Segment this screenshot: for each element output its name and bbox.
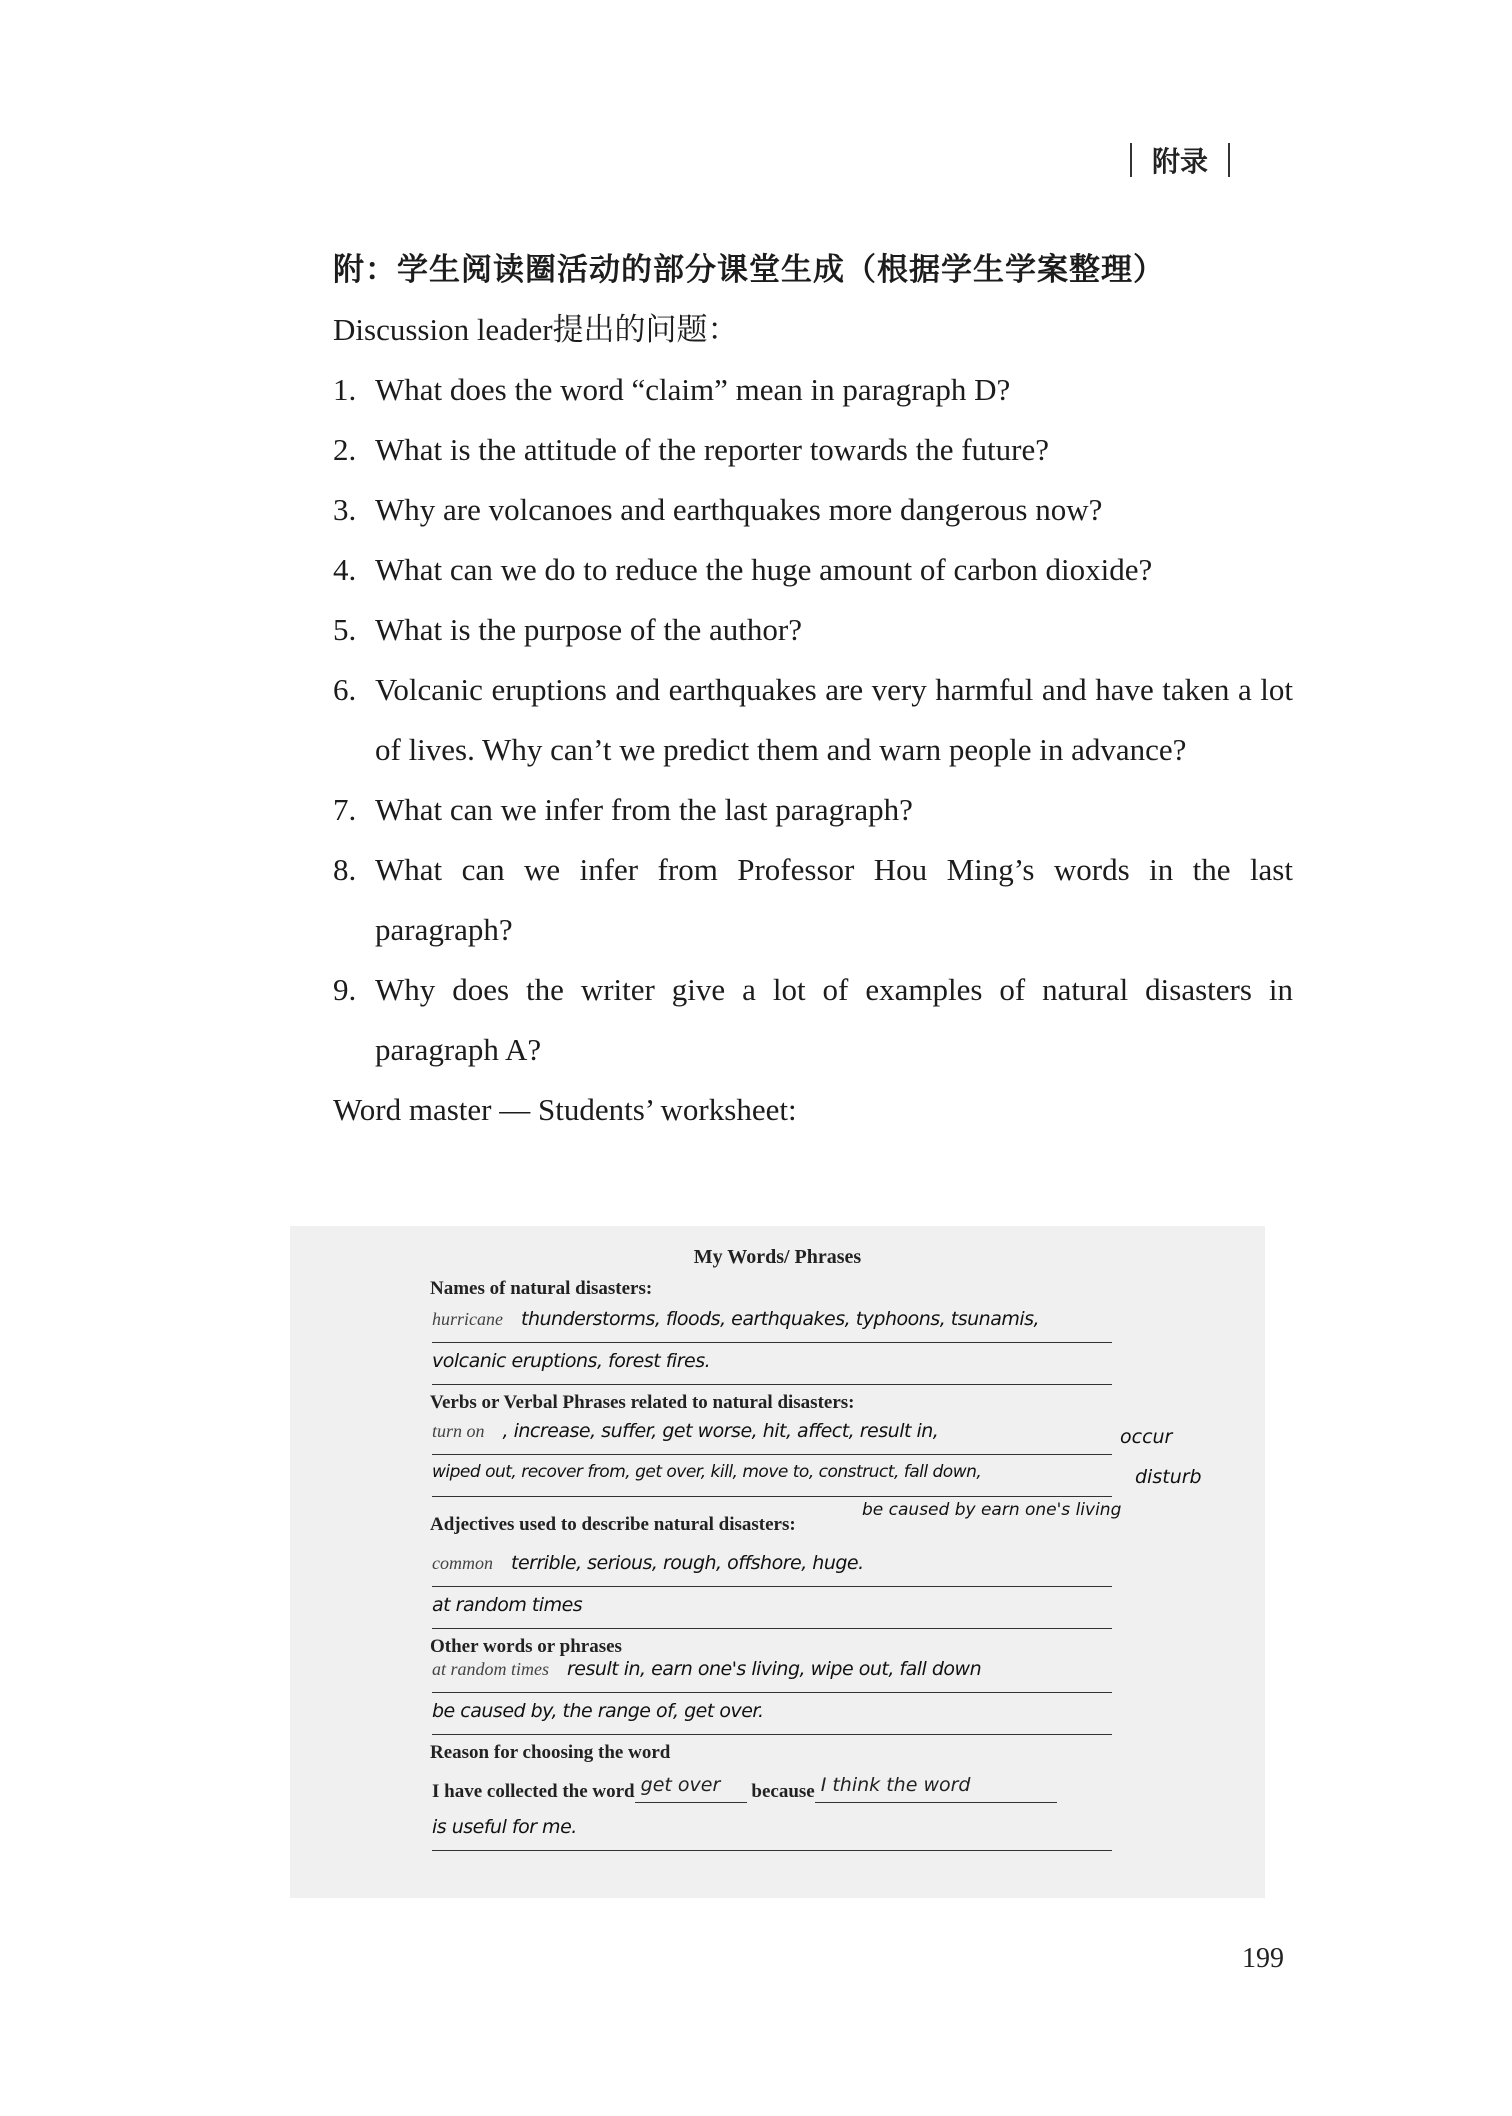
question-text: What is the purpose of the author? (375, 612, 802, 647)
verbs-handwriting-2: wiped out, recover from, get over, kill, move to, construct, fall down, (432, 1462, 982, 1482)
question-number: 2. (333, 432, 357, 467)
reason-prefix: I have collected the word (432, 1781, 635, 1802)
other-handwriting-2: be caused by, the range of, get over. (432, 1700, 764, 1722)
running-head-title: 附录 (1152, 145, 1209, 178)
question-item (333, 360, 1293, 420)
divider-right (1228, 143, 1230, 177)
adjectives-line-1 (432, 1552, 1112, 1587)
verbs-margin-note-1: occur (1120, 1426, 1173, 1448)
question-text: What can we do to reduce the huge amount of carbon dioxide? (375, 552, 1153, 587)
names-handwriting-1: thunderstorms, floods, earthquakes, typhoons, tsunamis, (521, 1308, 1040, 1330)
verbs-handwriting-1: , increase, suffer, get worse, hit, affect, result in, (502, 1420, 939, 1442)
reason-line-1 (432, 1774, 1112, 1808)
verbs-margin-note-2: disturb (1135, 1466, 1202, 1488)
question-text: Why does the writer give a lot of examples of natural disasters in paragraph A? (375, 972, 1293, 1067)
reason-answer-1: I think the word (815, 1774, 1057, 1803)
reason-line-2 (432, 1816, 1112, 1851)
question-number: 5. (333, 612, 357, 647)
names-heading: Names of natural disasters: (430, 1278, 653, 1299)
adjectives-heading: Adjectives used to describe natural disasters: (430, 1514, 796, 1535)
other-heading: Other words or phrases (430, 1636, 622, 1657)
section-heading: 附：学生阅读圈活动的部分课堂生成（根据学生学案整理） (333, 252, 1165, 288)
other-handwriting-1: result in, earn one's living, wipe out, fall down (567, 1658, 982, 1680)
question-text: Volcanic eruptions and earthquakes are very harmful and have taken a lot of lives. Why can’t we predict them and warn people in advance? (375, 672, 1293, 767)
other-example: at random times (432, 1659, 549, 1679)
question-item (333, 660, 1293, 780)
question-text: What can we infer from the last paragraph? (375, 792, 913, 827)
question-item (333, 780, 1293, 840)
divider-left (1130, 143, 1132, 177)
verbs-margin-note-3: be caused by earn one's living (862, 1500, 1122, 1520)
worksheet-title: My Words/ Phrases (693, 1246, 862, 1268)
question-list (333, 360, 1293, 1080)
discussion-leader-intro: Discussion leader提出的问题： (333, 312, 739, 347)
adjectives-example: common (432, 1553, 493, 1573)
question-item (333, 420, 1293, 480)
reason-answer-2: is useful for me. (432, 1816, 577, 1838)
page-body (333, 240, 1293, 1140)
question-number: 8. (333, 852, 357, 887)
question-item (333, 600, 1293, 660)
question-item (333, 840, 1293, 960)
question-number: 3. (333, 492, 357, 527)
verbs-heading: Verbs or Verbal Phrases related to natural disasters: (430, 1392, 855, 1413)
names-example: hurricane (432, 1309, 503, 1329)
question-text: What can we infer from Professor Hou Ming’s words in the last paragraph? (375, 852, 1293, 947)
verbs-line-1 (432, 1420, 1112, 1455)
question-number: 9. (333, 972, 357, 1007)
question-number: 6. (333, 672, 357, 707)
question-number: 4. (333, 552, 357, 587)
question-item (333, 480, 1293, 540)
adjectives-handwriting-2: at random times (432, 1594, 583, 1616)
verbs-line-2 (432, 1462, 1112, 1497)
question-item (333, 960, 1293, 1080)
names-line-2 (432, 1350, 1112, 1385)
question-text: Why are volcanoes and earthquakes more dangerous now? (375, 492, 1103, 527)
word-master-intro: Word master — Students’ worksheet: (333, 1092, 797, 1127)
reason-heading: Reason for choosing the word (430, 1742, 671, 1763)
worksheet-photo (290, 1226, 1265, 1898)
question-item (333, 540, 1293, 600)
question-text: What is the attitude of the reporter towards the future? (375, 432, 1049, 467)
question-text: What does the word “claim” mean in paragraph D? (375, 372, 1011, 407)
names-handwriting-2: volcanic eruptions, forest fires. (432, 1350, 711, 1372)
reason-because: because (751, 1781, 815, 1802)
question-number: 1. (333, 372, 357, 407)
other-line-1 (432, 1658, 1112, 1693)
running-head (1130, 140, 1230, 180)
names-line-1 (432, 1308, 1112, 1343)
adjectives-handwriting-1: terrible, serious, rough, offshore, huge. (511, 1552, 864, 1574)
other-line-2 (432, 1700, 1112, 1735)
verbs-example: turn on (432, 1421, 485, 1441)
question-number: 7. (333, 792, 357, 827)
page-number: 199 (1242, 1943, 1284, 1974)
adjectives-line-2 (432, 1594, 1112, 1629)
reason-word: get over (635, 1774, 747, 1803)
